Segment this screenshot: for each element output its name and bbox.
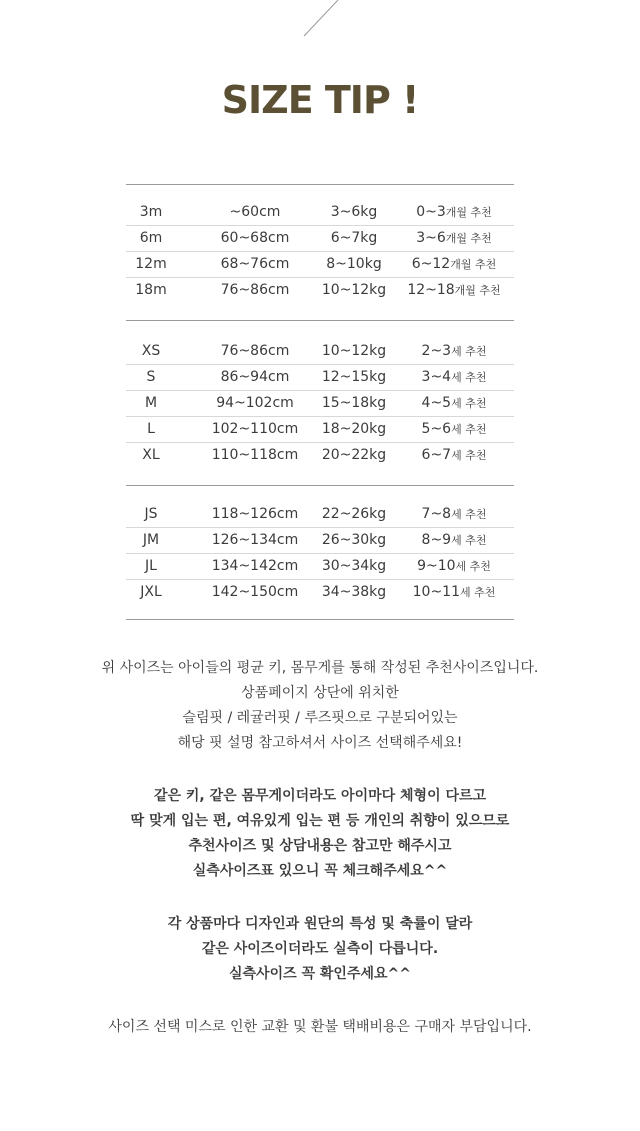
age-unit: 개월 추천 — [454, 284, 501, 297]
weight-cell: 10~12kg — [321, 343, 387, 359]
age-cell — [396, 580, 512, 605]
age-range: 6~12 — [411, 256, 451, 272]
age-range: 2~3 — [421, 343, 452, 359]
weight-cell: 15~18kg — [321, 395, 387, 411]
weight-cell: 20~22kg — [321, 447, 387, 463]
page-title: SIZE TIP ! — [221, 78, 419, 122]
table-section-rule — [126, 184, 514, 185]
note-line: 사이즈 선택 미스로 인한 교환 및 환불 택배비용은 구매자 부담입니다. — [108, 1019, 532, 1035]
age-range: 10~11 — [412, 584, 460, 600]
age-cell — [396, 554, 512, 579]
note-line: 같은 사이즈이더라도 실측이 다릅니다. — [201, 941, 439, 957]
decorative-diagonal-line — [0, 0, 640, 40]
weight-cell: 12~15kg — [321, 369, 387, 385]
age-unit: 세 추천 — [451, 397, 487, 410]
size-cell: 18m — [135, 282, 167, 298]
height-cell: 126~134cm — [211, 532, 299, 548]
age-cell — [396, 365, 512, 390]
height-cell: ~60cm — [229, 204, 281, 220]
table-row — [126, 580, 514, 606]
age-unit: 개월 추천 — [445, 232, 492, 245]
weight-cell: 22~26kg — [321, 506, 387, 522]
table-row — [126, 226, 514, 252]
weight-cell: 3~6kg — [330, 204, 378, 220]
weight-cell: 34~38kg — [321, 584, 387, 600]
size-cell: XS — [141, 343, 161, 359]
weight-cell: 10~12kg — [321, 282, 387, 298]
note-paragraph — [0, 656, 640, 756]
note-paragraph — [0, 912, 640, 987]
note-line: 실측사이즈표 있으니 꼭 체크해주세요^^ — [192, 863, 448, 879]
age-range: 8~9 — [421, 532, 452, 548]
height-cell: 76~86cm — [220, 343, 290, 359]
height-cell: 134~142cm — [211, 558, 299, 574]
age-unit: 세 추천 — [451, 371, 487, 384]
note-line: 실측사이즈 꼭 확인주세요^^ — [229, 966, 411, 982]
age-range: 0~3 — [416, 204, 446, 220]
table-row — [126, 200, 514, 226]
table-row — [126, 391, 514, 417]
age-cell — [396, 252, 512, 277]
age-cell — [396, 339, 512, 364]
age-cell — [396, 417, 512, 442]
height-cell: 76~86cm — [220, 282, 290, 298]
height-cell: 142~150cm — [211, 584, 299, 600]
height-cell: 102~110cm — [211, 421, 299, 437]
age-cell — [396, 443, 512, 468]
age-unit: 세 추천 — [451, 423, 487, 436]
size-cell: XL — [142, 447, 160, 463]
table-row — [126, 339, 514, 365]
note-paragraph — [0, 1015, 640, 1040]
height-cell: 118~126cm — [211, 506, 299, 522]
age-range: 4~5 — [421, 395, 452, 411]
size-cell: S — [146, 369, 156, 385]
age-range: 7~8 — [421, 506, 452, 522]
note-line: 상품페이지 상단에 위치한 — [241, 685, 399, 701]
age-unit: 세 추천 — [451, 449, 487, 462]
size-cell: 6m — [139, 230, 163, 246]
size-cell: JM — [142, 532, 160, 548]
note-line: 각 상품마다 디자인과 원단의 특성 및 축률이 달라 — [167, 916, 473, 932]
age-unit: 개월 추천 — [445, 206, 492, 219]
age-unit: 세 추천 — [451, 345, 487, 358]
size-cell: L — [147, 421, 155, 437]
height-cell: 68~76cm — [220, 256, 290, 272]
note-line: 추천사이즈 및 상담내용은 참고만 해주시고 — [188, 838, 452, 854]
size-cell: 12m — [135, 256, 167, 272]
age-cell — [396, 502, 512, 527]
note-line: 딱 맞게 입는 편, 여유있게 입는 편 등 개인의 취향이 있으므로 — [130, 813, 510, 829]
size-cell: JL — [145, 558, 157, 574]
note-line: 위 사이즈는 아이들의 평균 키, 몸무게를 통해 작성된 추천사이즈입니다. — [101, 660, 539, 676]
height-cell: 110~118cm — [211, 447, 299, 463]
age-range: 3~4 — [421, 369, 452, 385]
note-paragraph — [0, 784, 640, 884]
age-range: 5~6 — [421, 421, 452, 437]
size-notes — [0, 656, 640, 1040]
note-line: 같은 키, 같은 몸무게이더라도 아이마다 체형이 다르고 — [153, 788, 487, 804]
table-row — [126, 528, 514, 554]
table-row — [126, 554, 514, 580]
size-cell: JS — [144, 506, 158, 522]
weight-cell: 8~10kg — [326, 256, 382, 272]
age-range: 9~10 — [417, 558, 456, 574]
weight-cell: 26~30kg — [321, 532, 387, 548]
table-row — [126, 502, 514, 528]
table-section-rule — [126, 485, 514, 486]
height-cell: 94~102cm — [216, 395, 294, 411]
age-cell — [396, 528, 512, 553]
age-range: 6~7 — [421, 447, 452, 463]
age-range: 3~6 — [416, 230, 446, 246]
age-unit: 세 추천 — [451, 534, 487, 547]
age-cell — [396, 200, 512, 225]
height-cell: 86~94cm — [220, 369, 290, 385]
table-section-rule — [126, 320, 514, 321]
note-line: 슬림핏 / 레귤러핏 / 루즈핏으로 구분되어있는 — [182, 710, 458, 726]
size-cell: M — [144, 395, 158, 411]
note-line: 해당 핏 설명 참고하셔서 사이즈 선택해주세요! — [177, 735, 463, 751]
size-cell: 3m — [139, 204, 163, 220]
table-row — [126, 252, 514, 278]
weight-cell: 30~34kg — [321, 558, 387, 574]
age-range: 12~18 — [407, 282, 455, 298]
age-cell — [396, 391, 512, 416]
table-row — [126, 443, 514, 469]
age-cell — [396, 278, 512, 303]
size-cell: JXL — [140, 584, 162, 600]
age-cell — [396, 226, 512, 251]
weight-cell: 18~20kg — [321, 421, 387, 437]
weight-cell: 6~7kg — [330, 230, 378, 246]
table-section-rule — [126, 619, 514, 620]
height-cell: 60~68cm — [220, 230, 290, 246]
age-unit: 세 추천 — [459, 586, 496, 599]
table-row — [126, 278, 514, 304]
age-unit: 세 추천 — [455, 560, 491, 573]
table-row — [126, 365, 514, 391]
table-row — [126, 417, 514, 443]
age-unit: 세 추천 — [451, 508, 487, 521]
age-unit: 개월 추천 — [450, 258, 497, 271]
